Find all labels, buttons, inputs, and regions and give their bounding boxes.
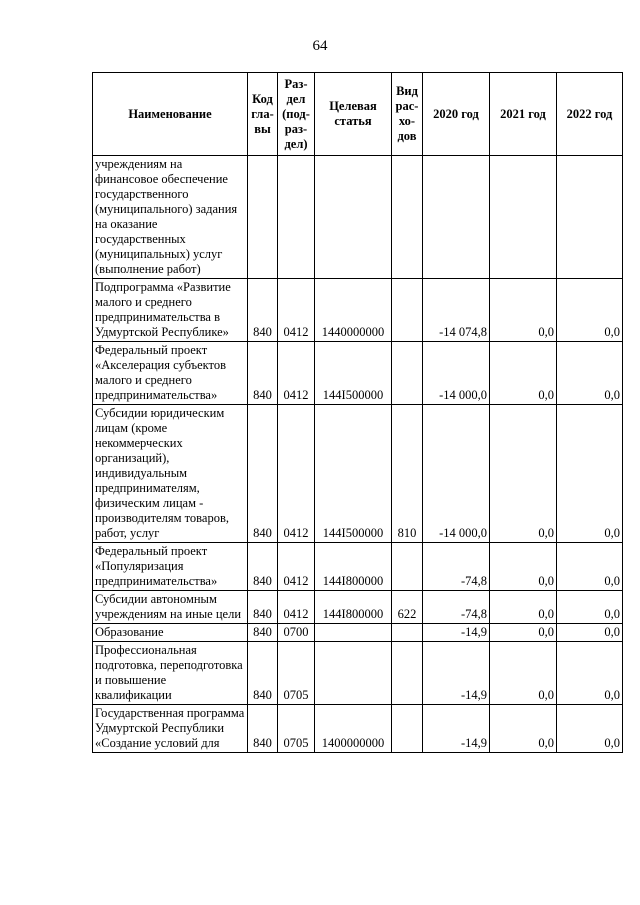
row-code: 840 <box>248 543 278 591</box>
row-2020: -14 000,0 <box>423 405 490 543</box>
row-target <box>315 642 392 705</box>
row-target: 144I500000 <box>315 342 392 405</box>
row-name: Образование <box>93 624 248 642</box>
row-section: 0412 <box>278 543 315 591</box>
table-row <box>93 642 623 705</box>
row-target: 144I800000 <box>315 543 392 591</box>
row-2022: 0,0 <box>557 342 623 405</box>
row-2020: -14,9 <box>423 642 490 705</box>
table-row <box>93 342 623 405</box>
row-2021: 0,0 <box>490 279 557 342</box>
row-target: 1400000000 <box>315 705 392 753</box>
row-code: 840 <box>248 591 278 624</box>
row-2020: -14,9 <box>423 705 490 753</box>
row-2022: 0,0 <box>557 543 623 591</box>
row-section <box>278 156 315 279</box>
row-expense: 810 <box>392 405 423 543</box>
row-2020: -14 000,0 <box>423 342 490 405</box>
row-2021: 0,0 <box>490 591 557 624</box>
row-2022: 0,0 <box>557 624 623 642</box>
row-section: 0700 <box>278 624 315 642</box>
header-code: Код гла- вы <box>248 73 278 156</box>
row-2021: 0,0 <box>490 624 557 642</box>
row-2022: 0,0 <box>557 405 623 543</box>
row-expense <box>392 543 423 591</box>
row-2021 <box>490 156 557 279</box>
row-name: Федеральный проект «Популяризация предпринимательства» <box>93 543 248 591</box>
header-2020: 2020 год <box>423 73 490 156</box>
budget-table <box>92 72 623 753</box>
row-2021: 0,0 <box>490 543 557 591</box>
row-target <box>315 156 392 279</box>
row-expense <box>392 279 423 342</box>
row-2020: -74,8 <box>423 543 490 591</box>
table-body <box>93 156 623 753</box>
row-code: 840 <box>248 705 278 753</box>
row-2022: 0,0 <box>557 279 623 342</box>
row-expense <box>392 705 423 753</box>
row-section: 0705 <box>278 642 315 705</box>
row-code: 840 <box>248 342 278 405</box>
header-section: Раз- дел (под- раз- дел) <box>278 73 315 156</box>
row-name: учреждениям на финансовое обеспечение государственного (муниципального) задания на оказание государственных (муниципальных) услуг (выполнение работ) <box>93 156 248 279</box>
row-2020: -74,8 <box>423 591 490 624</box>
table-row <box>93 156 623 279</box>
row-expense <box>392 642 423 705</box>
row-target: 144I800000 <box>315 591 392 624</box>
row-expense <box>392 624 423 642</box>
table-row <box>93 705 623 753</box>
table-row <box>93 591 623 624</box>
row-target: 144I500000 <box>315 405 392 543</box>
table-row <box>93 279 623 342</box>
row-section: 0412 <box>278 279 315 342</box>
row-2020: -14,9 <box>423 624 490 642</box>
row-code <box>248 156 278 279</box>
row-name: Федеральный проект «Акселерация субъектов малого и среднего предпринимательства» <box>93 342 248 405</box>
row-2022: 0,0 <box>557 591 623 624</box>
row-2020: -14 074,8 <box>423 279 490 342</box>
row-code: 840 <box>248 405 278 543</box>
row-name: Подпрограмма «Развитие малого и среднего предпринимательства в Удмуртской Республике» <box>93 279 248 342</box>
table-row <box>93 624 623 642</box>
table-row <box>93 543 623 591</box>
page-number: 64 <box>312 38 328 54</box>
row-2022: 0,0 <box>557 642 623 705</box>
row-name: Профессиональная подготовка, переподготовка и повышение квалификации <box>93 642 248 705</box>
row-2021: 0,0 <box>490 705 557 753</box>
header-2021: 2021 год <box>490 73 557 156</box>
row-name: Государственная программа Удмуртской Республики «Создание условий для <box>93 705 248 753</box>
table-row <box>93 405 623 543</box>
row-target <box>315 624 392 642</box>
row-2022 <box>557 156 623 279</box>
header-expense: Вид рас- хо- дов <box>392 73 423 156</box>
row-section: 0705 <box>278 705 315 753</box>
row-expense <box>392 156 423 279</box>
row-name: Субсидии юридическим лицам (кроме некоммерческих организаций), индивидуальным предпринимателям, физическим лицам - производителям товаров, работ, услуг <box>93 405 248 543</box>
row-section: 0412 <box>278 342 315 405</box>
row-target: 1440000000 <box>315 279 392 342</box>
header-2022: 2022 год <box>557 73 623 156</box>
row-code: 840 <box>248 624 278 642</box>
row-2020 <box>423 156 490 279</box>
row-code: 840 <box>248 279 278 342</box>
row-2021: 0,0 <box>490 342 557 405</box>
row-expense <box>392 342 423 405</box>
row-2021: 0,0 <box>490 642 557 705</box>
row-expense: 622 <box>392 591 423 624</box>
header-name: Наименование <box>93 73 248 156</box>
row-code: 840 <box>248 642 278 705</box>
row-name: Субсидии автономным учреждениям на иные цели <box>93 591 248 624</box>
row-2022: 0,0 <box>557 705 623 753</box>
header-row <box>93 73 623 156</box>
row-section: 0412 <box>278 591 315 624</box>
row-2021: 0,0 <box>490 405 557 543</box>
header-target: Целевая статья <box>315 73 392 156</box>
row-section: 0412 <box>278 405 315 543</box>
